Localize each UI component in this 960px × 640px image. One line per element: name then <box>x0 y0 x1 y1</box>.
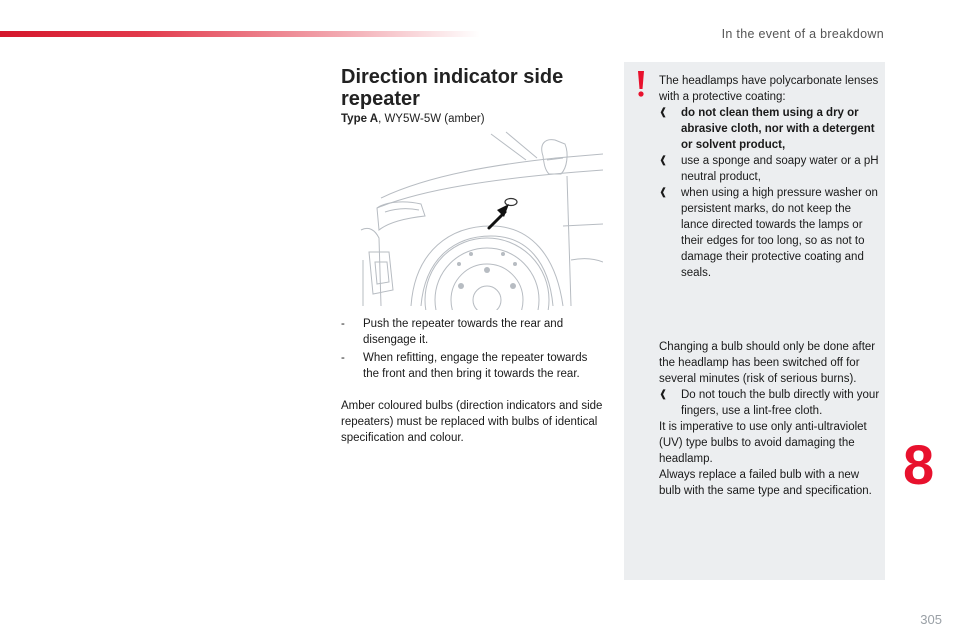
warning-bullet <box>659 387 881 419</box>
warning-bullet-text: Do not touch the bulb directly with your fingers, use a lint-free cloth. <box>681 389 880 417</box>
page-number: 305 <box>920 612 942 627</box>
chapter-title: In the event of a breakdown <box>721 27 884 41</box>
bullet-arrow-icon: ❰ <box>659 107 668 118</box>
warning-paragraph: Always replace a failed bulb with a new bulb with the same type and specification. <box>659 469 872 497</box>
warning-intro: Changing a bulb should only be done after the headlamp has been switched off for several minutes (risk of serious burns). <box>659 341 876 385</box>
warning-bullet <box>659 185 881 281</box>
bulb-change-warning <box>659 339 881 499</box>
amber-bulb-note: Amber coloured bulbs (direction indicators and side repeaters) must be replaced with bulbs of identical specification and colour. <box>341 400 603 444</box>
warning-bullet <box>659 153 881 185</box>
bullet-arrow-icon: ❰ <box>659 187 668 198</box>
chapter-number: 8 <box>903 433 935 496</box>
bulb-type-line <box>341 113 485 125</box>
procedure-steps <box>341 316 603 384</box>
side-repeater-lamp <box>505 199 517 206</box>
headlamp-care-warning <box>659 73 881 281</box>
side-repeater-illustration <box>341 130 603 310</box>
direction-arrow-icon <box>489 204 509 228</box>
warning-bullet-text: do not clean them using a dry or abrasive cloth, nor with a detergent or solvent product, <box>681 107 875 151</box>
header-accent-bar <box>0 31 480 37</box>
step-item <box>341 316 603 348</box>
bulb-type-label: Type A <box>341 113 379 125</box>
step-text: Push the repeater towards the rear and disengage it. <box>363 318 564 346</box>
bullet-arrow-icon: ❰ <box>659 155 668 166</box>
step-item <box>341 350 603 382</box>
warning-bullet-text: when using a high pressure washer on persistent marks, do not keep the lance directed towards the lamps or their edges for too long, so as not to damage their protective coating and seals. <box>681 187 878 279</box>
warning-exclamation-icon <box>635 70 647 98</box>
step-dash: - <box>341 352 345 364</box>
section-title: Direction indicator side repeater <box>341 66 564 110</box>
warning-bullet <box>659 105 881 153</box>
warning-intro: The headlamps have polycarbonate lenses with a protective coating: <box>659 75 879 103</box>
step-dash: - <box>341 318 345 330</box>
bullet-arrow-icon: ❰ <box>659 389 668 400</box>
warning-paragraph: It is imperative to use only anti-ultraviolet (UV) type bulbs to avoid damaging the headlamp. <box>659 421 867 465</box>
warning-bullet-text: use a sponge and soapy water or a pH neutral product, <box>681 155 879 183</box>
bulb-type-value: , WY5W-5W (amber) <box>378 113 485 125</box>
step-text: When refitting, engage the repeater towards the front and then bring it towards the rear. <box>363 352 588 380</box>
